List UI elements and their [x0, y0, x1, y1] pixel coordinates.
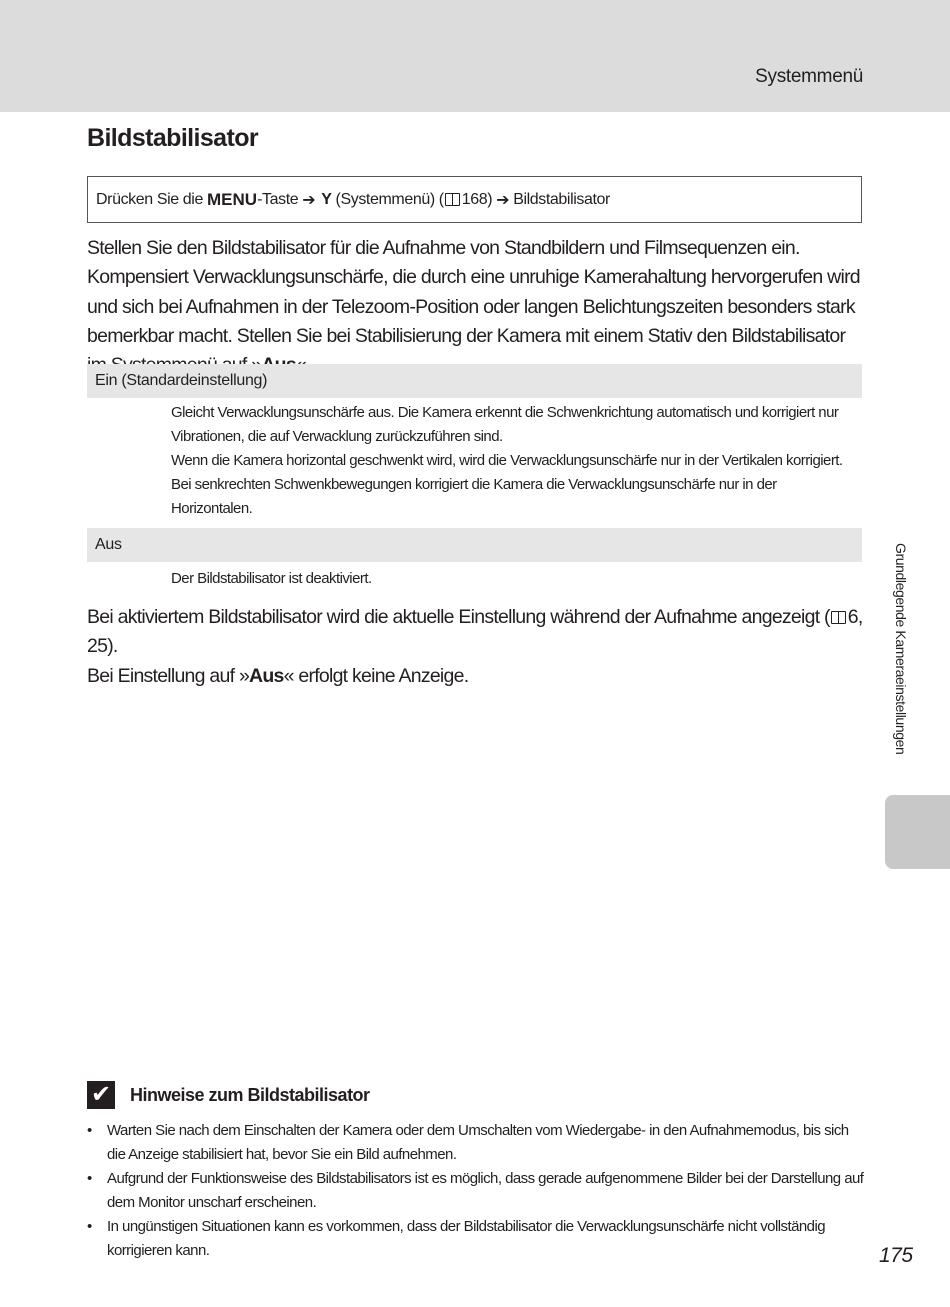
after-paragraph	[87, 603, 867, 691]
notes-list	[87, 1119, 867, 1263]
option-description-aus	[171, 567, 861, 591]
notes-title: Hinweise zum Bildstabilisator	[130, 1084, 370, 1105]
after-emphasis: Aus	[249, 664, 284, 687]
option-paragraph: Der Bildstabilisator ist deaktiviert.	[171, 570, 372, 587]
list-item: • Warten Sie nach dem Einschalten der Kamera oder dem Umschalten vom Wiedergabe- in den Aufnahmemodus, bis sich die Anzeige stabilisiert hat, bevor Sie ein Bild aufnehmen.	[87, 1119, 867, 1167]
arrow-icon: ➔	[302, 191, 316, 209]
after-page-ref: 6, 25).	[87, 606, 863, 658]
option-paragraph: Wenn die Kamera horizontal geschwenkt wird, wird die Verwacklungsunschärfe nur in der Vertikalen korrigiert. Bei senkrechten Schwenkbewegungen korrigiert die Kamera die Verwacklungsunschärfe nur in der Horizontalen.	[171, 452, 843, 517]
check-icon: ✔	[87, 1081, 115, 1109]
book-icon	[445, 193, 460, 206]
nav-system-menu: (Systemmenü) (	[335, 190, 444, 208]
intro-text: Stellen Sie den Bildstabilisator für die Aufnahme von Standbildern und Filmsequenzen ein. Kompensiert Verwacklungsunschärfe, die durch eine unruhige Kamerahaltung hervorgerufen wird und sich bei Aufnahmen in der Telezoom-Position oder langen Belichtungszeiten besonders stark bemerkbar macht. Stellen Sie bei Stabilisierung der Kamera mit einem Stativ den Bildstabilisator	[87, 237, 860, 347]
option-label-aus: Aus	[87, 528, 862, 562]
option-label-ein: Ein (Standardeinstellung)	[87, 364, 862, 398]
book-icon	[831, 611, 846, 624]
nav-target: Bildstabilisator	[513, 190, 610, 208]
intro-paragraph	[87, 234, 867, 380]
menu-button-icon: MENU	[207, 189, 258, 209]
after-text: Bei aktiviertem Bildstabilisator wird die aktuelle Einstellung während der Aufnahme angezeigt (	[87, 606, 830, 628]
nav-prefix: Drücken Sie die	[96, 190, 203, 208]
notes-heading	[87, 1078, 370, 1112]
page-number: 175	[879, 1244, 913, 1267]
after-text-end: « erfolgt keine Anzeige.	[283, 664, 469, 687]
chapter-side-label: Grundlegende Kameraeinstellungen	[893, 543, 909, 755]
nav-page-ref: 168)	[461, 190, 493, 208]
after-text: Bei Einstellung auf »	[87, 664, 250, 687]
chapter-tab	[885, 795, 950, 869]
page-title: Bildstabilisator	[87, 124, 258, 152]
option-description-ein	[171, 401, 861, 521]
arrow-icon: ➔	[496, 191, 510, 209]
header-band	[0, 0, 950, 112]
list-item: • In ungünstigen Situationen kann es vorkommen, dass der Bildstabilisator die Verwacklungsunschärfe nicht vollständig korrigieren kann.	[87, 1215, 867, 1263]
wrench-icon: Y	[321, 190, 332, 208]
section-title: Systemmenü	[755, 66, 863, 87]
option-paragraph: Gleicht Verwacklungsunschärfe aus. Die Kamera erkennt die Schwenkrichtung automatisch und korrigiert nur Vibrationen, die auf Verwacklung zurückzuführen sind.	[171, 404, 839, 445]
list-item: • Aufgrund der Funktionsweise des Bildstabilisators ist es möglich, dass gerade aufgenommene Bilder bei der Darstellung auf dem Monitor unscharf erscheinen.	[87, 1167, 867, 1215]
nav-taste: -Taste	[257, 190, 299, 208]
navigation-path-box	[87, 176, 862, 223]
